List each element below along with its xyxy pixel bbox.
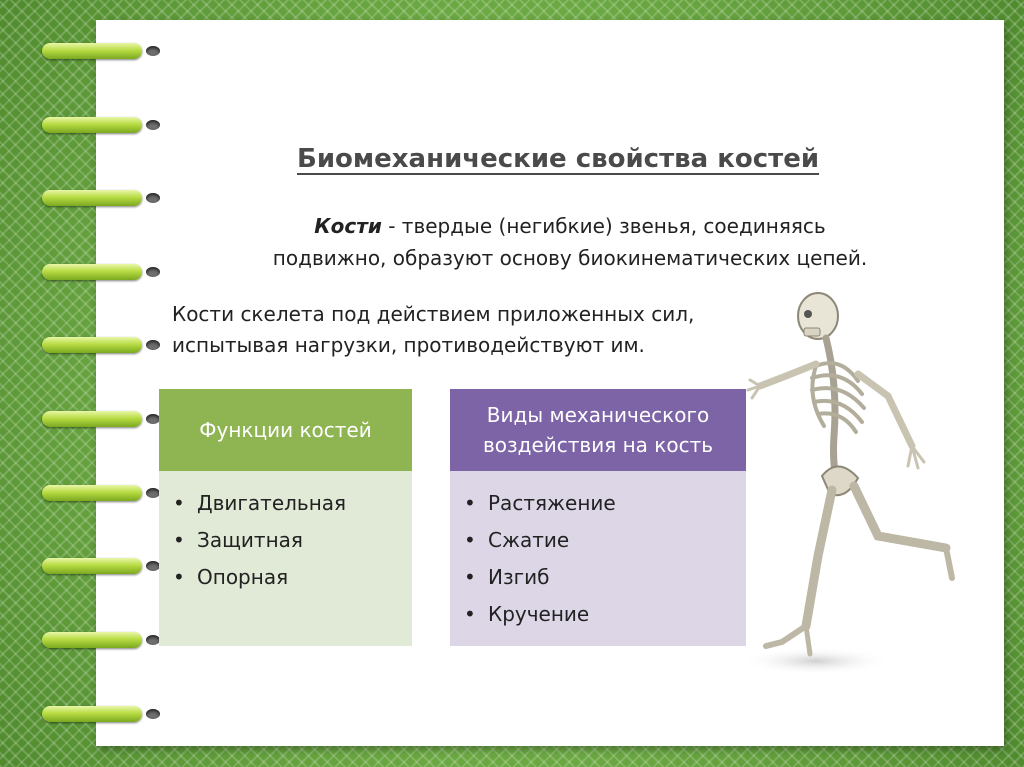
binder-ring-icon: [38, 625, 148, 655]
load-types-header: [450, 389, 746, 471]
definition-line-1-rest: - твердые (негибкие) звенья, соединяясь: [381, 214, 826, 238]
definition-term: Кости: [314, 214, 382, 238]
list-item-label: Защитная: [197, 528, 303, 552]
list-item-label: Сжатие: [488, 528, 570, 552]
list-item: [173, 522, 412, 559]
paragraph-line-2: испытывая нагрузки, противодействуют им.: [172, 333, 645, 357]
bullet-icon: •: [464, 602, 476, 626]
bullet-icon: •: [464, 491, 476, 515]
list-item-label: Изгиб: [488, 565, 550, 589]
list-item: [464, 485, 746, 522]
binder-ring-icon: [38, 551, 148, 581]
body-paragraph: [172, 299, 772, 361]
binder-ring-icon: [38, 183, 148, 213]
bone-functions-list: [159, 471, 412, 596]
binder-ring-icon: [38, 478, 148, 508]
definition-line-2: подвижно, образуют основу биокинематических цепей.: [272, 246, 868, 270]
binder-ring-icon: [38, 257, 148, 287]
load-types-box: [450, 389, 746, 646]
bullet-icon: •: [173, 565, 185, 589]
binder-ring-icon: [38, 699, 148, 729]
definition-line-1: [220, 210, 920, 242]
bone-functions-box: [159, 389, 412, 646]
paragraph-line-1: Кости скелета под действием приложенных сил,: [172, 302, 695, 326]
bullet-icon: •: [464, 528, 476, 552]
list-item: [173, 559, 412, 596]
load-types-header-line-2: воздействия на кость: [482, 433, 714, 457]
list-item: [173, 485, 412, 522]
list-item-label: Кручение: [488, 602, 590, 626]
binder-ring-icon: [38, 110, 148, 140]
list-item: [464, 596, 746, 633]
page-title: Биомеханические свойства костей: [297, 144, 820, 174]
bullet-icon: •: [464, 565, 476, 589]
list-item-label: Двигательная: [197, 491, 347, 515]
binder-ring-icon: [38, 330, 148, 360]
list-item: [464, 522, 746, 559]
load-types-header-line-1: Виды механического: [486, 403, 710, 427]
bullet-icon: •: [173, 528, 185, 552]
list-item-label: Растяжение: [488, 491, 616, 515]
bone-functions-header: Функции костей: [159, 389, 412, 471]
list-item-label: Опорная: [197, 565, 289, 589]
running-skeleton-icon: [746, 286, 956, 688]
binder-ring-icon: [38, 404, 148, 434]
binder-ring-icon: [38, 36, 148, 66]
list-item: [464, 559, 746, 596]
definition-text: [220, 210, 920, 274]
load-types-list: [450, 471, 746, 633]
bullet-icon: •: [173, 491, 185, 515]
